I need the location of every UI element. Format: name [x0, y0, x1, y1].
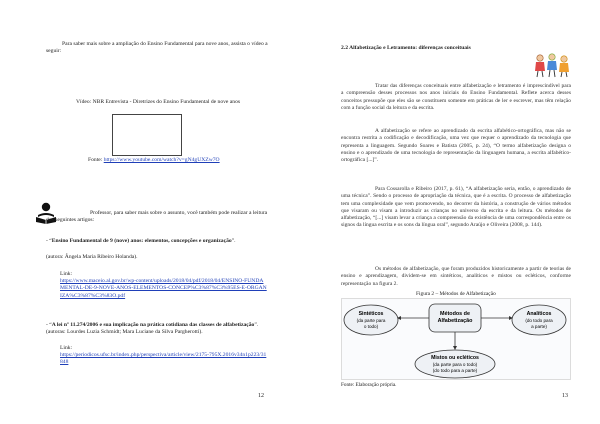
article1-end: ”. — [231, 238, 236, 244]
article1-link-label: Link: — [60, 271, 73, 277]
diagram-bottom-sub2: (do todo para a parte) — [432, 368, 478, 373]
diagram-center-title2: Alfabetização — [437, 318, 473, 324]
diagram-right-sub1: (do todo para — [525, 318, 553, 323]
diagram-left-sub1: (da parte para — [356, 318, 386, 323]
article2-dash: - “ — [46, 322, 52, 328]
video-source-prefix: Fonte: — [88, 157, 104, 163]
article2-citation — [46, 322, 272, 337]
article1-author: (autora: Ângela Maria Ribeiro Holanda). — [46, 254, 138, 260]
section-heading: 2.2 Alfabetização e Letramento: diferenças conceituais — [341, 45, 471, 51]
diagram-center-title: Métodos de — [440, 311, 470, 317]
paragraph-3: Para Cossarolla e Ribeiro (2017, p. 61), “A alfabetização seria, então, o aprendizado de uma técnica”. Sendo o processo de apropriação da técnica, que é a escrita. O processo de alfabetização tem uma complexidade que vem promovendo, no decorrer da história, a construção de vários métodos que visaram ou visam a introduzir as crianças no universo da escrita e da leitura. Os métodos de alfabetização, “[...] visam levar a criança a compreensão da existência de uma correspondência entre os signos da língua escrita e os sons da língua oral”, segundo Araújo e Oliveira (2008, p. 144). — [341, 186, 571, 229]
reading-intro-text: Professor, para saber mais sobre o assunto, você também pode realizar a leitura dos seguintes artigos: — [46, 210, 268, 224]
video-source — [88, 157, 278, 164]
figure-source: Fonte: Elaboração própria. — [341, 382, 397, 388]
figure-caption: Figura 2 – Métodos de Alfabetização — [416, 291, 496, 297]
article2-end: ”. (autoras: Lourdes Luzia Schmidt; Mara Luciane da Silva Pargherotti). — [46, 322, 259, 336]
article1-link[interactable]: https://www.maceio.al.gov.br/wp-content/uploads/2018/04/pdf/2018/04/ENSINO-FUNDAMENTAL-DE-9-NOVE-ANOS-ELEMENTOS-CONCEP%C3%87%C3%95ES-E-ORGANIZA%C3%87%C3%83O.pdf — [60, 278, 267, 299]
video-source-link[interactable]: https://www.youtube.com/watch?v=gN4gUXZw7O — [103, 157, 220, 163]
article2-link[interactable]: https://periodicos.ufsc.br/index.php/perspectiva/article/view/2175-795X.2016v34n1p223/31848 — [60, 352, 267, 366]
article1-citation — [46, 238, 272, 245]
diagram-right-title: Analíticos — [526, 311, 552, 317]
page-number: 12 — [258, 393, 264, 399]
video-placeholder[interactable] — [112, 114, 182, 156]
article1-dash: - “ — [46, 238, 52, 244]
paragraph-1: Tratar das diferenças conceituais entre alfabetização e letramento é imprescindível para a compreensão desses processos nos anos iniciais do Ensino Fundamental. Reflete acerca desses conceitos pressupõe que eles são se constituem somente em práticas de ler e escrever, mas têm relação com a função social da leitura e da escrita. — [341, 83, 571, 111]
page-number: 13 — [562, 393, 568, 399]
diagram-left-title: Sintéticos — [358, 311, 384, 317]
diagram-left-sub2: o todo) — [363, 324, 379, 329]
diagram-bottom-title: Mistos ou ecléticos — [431, 355, 479, 361]
children-doodle-icon — [532, 52, 572, 78]
article1-title: Ensino Fundamental de 9 (nove) anos: elementos, concepções e organização — [51, 238, 232, 244]
video-intro-text: Para saber mais sobre a ampliação do Ensino Fundamental para nove anos, assista o vídeo a seguir: — [46, 41, 268, 55]
diagram-right-sub2: a parte) — [531, 324, 547, 329]
paragraph-2: A alfabetização se refere ao aprendizado da escrita alfabético-ortográfica, mas não se encontra restrita a codificação e decodificação, uma vez que requer o aprendizado da tecnologia que representa a linguagem. Segundo Soares e Batista (2005, p. 24), “O termo alfabetização designa o ensino e o aprendizado de uma tecnologia de representação da linguagem humana, a escrita alfabético-ortográfica [...]”. — [341, 128, 571, 164]
paragraph-4: Os métodos de alfabetização, que foram produzidos historicamente a partir de teorias de ensino e aprendizagem, dividem-se em sintéticos, analíticos e mistos ou ecléticos, conforme representação na figura 2. — [341, 266, 571, 287]
diagram-bottom-sub1: (da parte para o todo) — [432, 362, 478, 367]
right-page — [300, 0, 600, 424]
article2-title: A lei nº 11.274/2006 e sua implicação na prática cotidiana das classes de alfabetização — [51, 322, 255, 328]
article2-link-label: Link: — [60, 345, 73, 351]
video-title: Vídeo: NBR Entrevista - Diretrizes do Ensino Fundamental de nove anos — [76, 99, 241, 105]
methods-diagram — [341, 298, 571, 380]
